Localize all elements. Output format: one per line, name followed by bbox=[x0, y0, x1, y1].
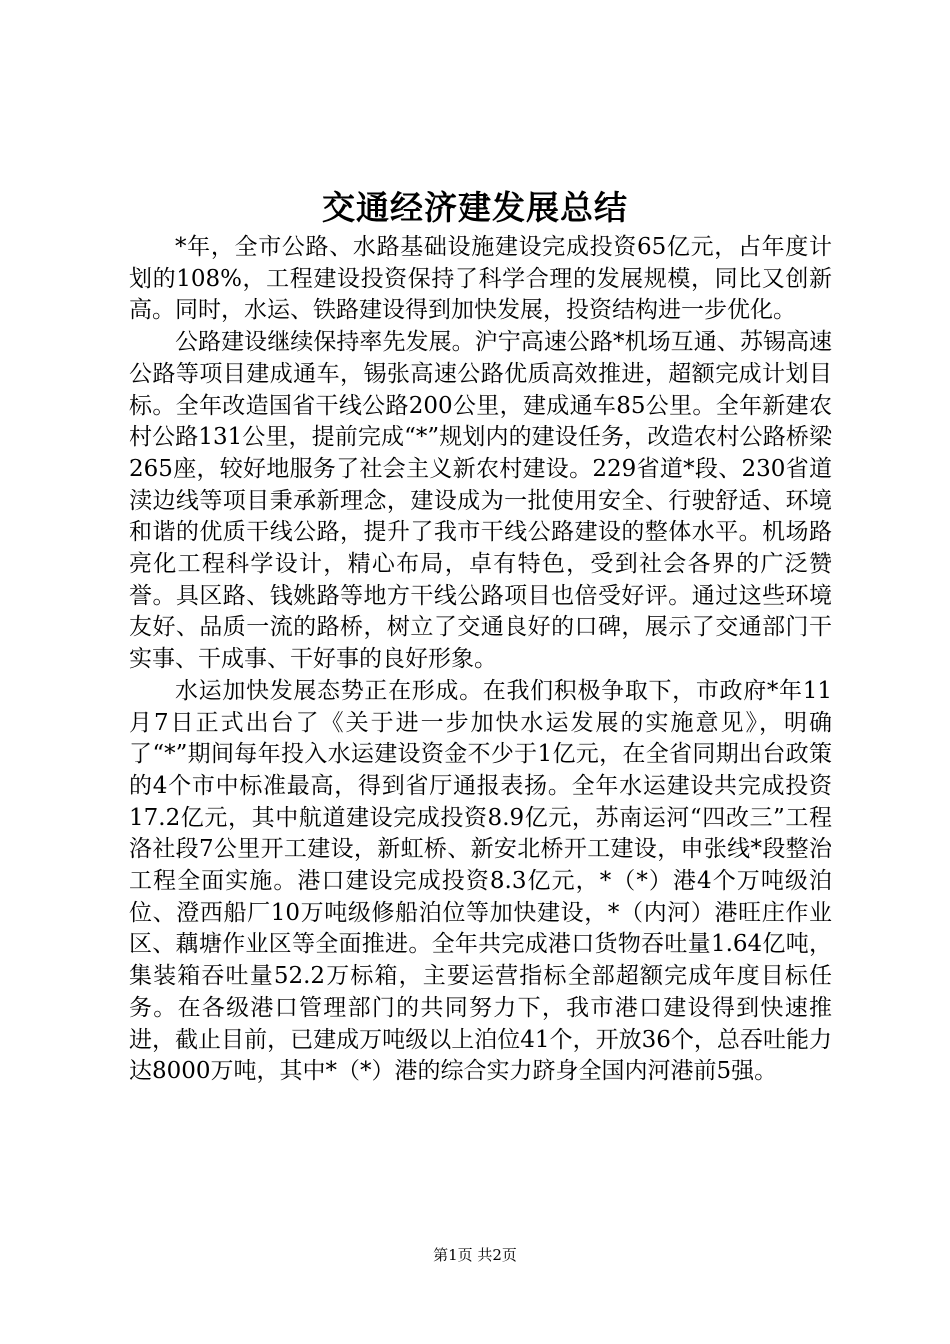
paragraph-investment-summary: *年，全市公路、水路基础设施建设完成投资65亿元，占年度计划的108%，工程建设投资保持了科学合理的发展规模，同比又创新高。同时，水运、铁路建设得到加快发展，投资结构进一步优化。 bbox=[129, 234, 832, 324]
paragraph-waterway-development: 水运加快发展态势正在形成。在我们积极争取下，市政府*年11月7日正式出台了《关于进一步加快水运发展的实施意见》，明确了“*”期间每年投入水运建设资金不少于1亿元，在全省同期出台政策的4个市中标准最高，得到省厅通报表扬。全年水运建设共完成投资17.2亿元，其中航道建设完成投资8.9亿元，苏南运河“四改三”工程洛社段7公里开工建设，新虹桥、新安北桥开工建设，申张线*段整治工程全面实施。港口建设完成投资8.3亿元，*（*）港4个万吨级泊位、澄西船厂10万吨级修船泊位等加快建设，*（内河）港旺庄作业区、藕塘作业区等全面推进。全年共完成港口货物吞吐量1.64亿吨，集装箱吞吐量52.2万标箱，主要运营指标全部超额完成年度目标任务。在各级港口管理部门的共同努力下，我市港口建设得到快速推进，截止目前，已建成万吨级以上泊位41个，开放36个，总吞吐能力达8000万吨，其中*（*）港的综合实力跻身全国内河港前5强。 bbox=[129, 677, 832, 1085]
document-body bbox=[129, 232, 832, 1088]
page-number-footer: 第1页 共2页 bbox=[433, 1246, 517, 1264]
document-title: 交通经济建发展总结 bbox=[322, 188, 628, 227]
paragraph-highway-construction: 公路建设继续保持率先发展。沪宁高速公路*机场互通、苏锡高速公路等项目建成通车，锡张高速公路优质高效推进，超额完成计划目标。全年改造国省干线公路200公里，建成通车85公里。全年新建农村公路131公里，提前完成“*”规划内的建设任务，改造农村公路桥梁265座，较好地服务了社会主义新农村建设。229省道*段、230省道渎边线等项目秉承新理念，建设成为一批使用安全、行驶舒适、环境和谐的优质干线公路，提升了我市干线公路建设的整体水平。机场路亮化工程科学设计，精心布局，卓有特色，受到社会各界的广泛赞誉。具区路、钱姚路等地方干线公路项目也倍受好评。通过这些环境友好、品质一流的路桥，树立了交通良好的口碑，展示了交通部门干实事、干成事、干好事的良好形象。 bbox=[129, 329, 832, 673]
